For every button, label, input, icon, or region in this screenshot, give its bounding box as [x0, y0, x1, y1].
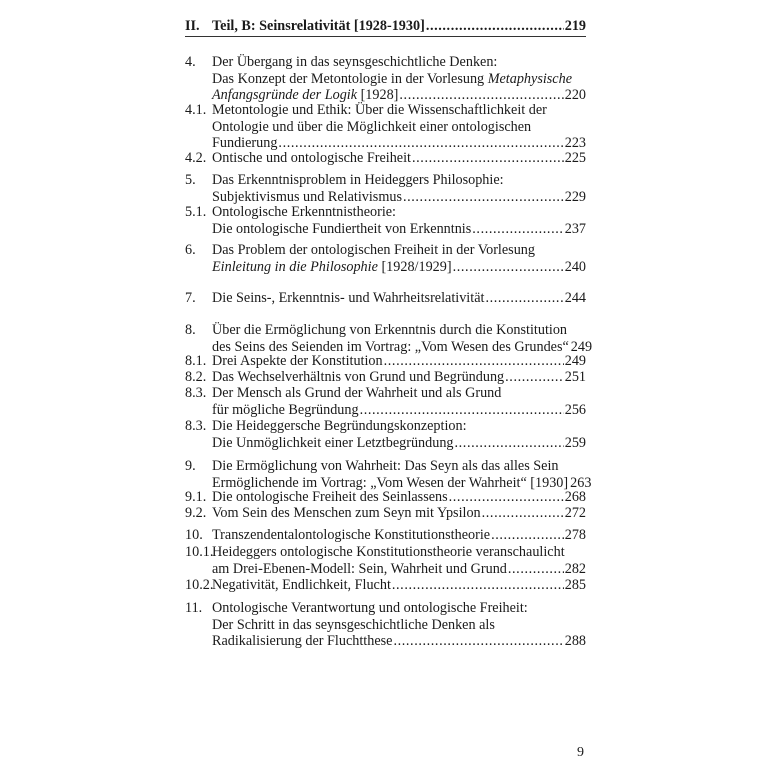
entry-title-line: Transzendentalontologische Konstitutionstheorie — [212, 527, 491, 543]
dot-leader — [449, 489, 564, 506]
entry-title-line: Die Heideggersche Begründungskonzeption: — [212, 418, 467, 434]
toc-entry — [185, 385, 586, 418]
entry-number: 5. — [185, 172, 196, 188]
entry-number: 7. — [185, 290, 196, 306]
entry-page: 272 — [564, 505, 586, 521]
dot-leader — [412, 150, 564, 167]
entry-title-line: Vom Sein des Menschen zum Seyn mit Ypsilon — [212, 505, 481, 521]
dot-leader — [360, 402, 564, 419]
heading-title: Teil, B: Seinsrelativität [1928-1930] — [212, 18, 425, 34]
entry-title-line: Heideggers ontologische Konstitutionstheorie veranschaulicht — [212, 544, 565, 560]
entry-number: 4.1. — [185, 102, 207, 118]
entry-title-line: Ontologische Verantwortung und ontologische Freiheit: — [212, 600, 528, 616]
toc-entry — [185, 150, 586, 167]
entry-title-line: am Drei-Ebenen-Modell: Sein, Wahrheit und Grund — [212, 560, 507, 577]
entry-page: 225 — [564, 150, 586, 166]
entry-number: 11. — [185, 600, 203, 616]
entry-page: 282 — [564, 560, 586, 577]
dot-leader — [426, 18, 564, 35]
heading-number: II. — [185, 18, 200, 34]
entry-title-line: Ermöglichende im Vortrag: „Vom Wesen der Wahrheit“ [1930] — [212, 474, 569, 491]
entry-title-line: Negativität, Endlichkeit, Flucht — [212, 577, 391, 593]
entry-page: 259 — [564, 434, 586, 451]
entry-title-line: Der Schritt in das seynsgeschichtliche Denken als — [212, 616, 495, 633]
entry-page: 251 — [564, 369, 586, 385]
toc-entry — [185, 600, 586, 650]
toc-entry — [185, 242, 586, 275]
entry-number: 10. — [185, 527, 203, 543]
entry-number: 4. — [185, 54, 196, 70]
page-number: 9 — [577, 745, 584, 760]
entry-page: 278 — [564, 527, 586, 543]
entry-page: 220 — [564, 87, 586, 103]
dot-leader — [453, 259, 564, 276]
entry-title-line: Drei Aspekte der Konstitution — [212, 353, 383, 369]
toc-entry — [185, 489, 586, 506]
toc-entry — [185, 204, 586, 237]
entry-number: 8.3. — [185, 385, 207, 401]
entry-title-line: Das Konzept der Metontologie in der Vorlesung Metaphysische — [212, 70, 572, 87]
dot-leader — [482, 505, 564, 522]
entry-title-line: Fundierung — [212, 135, 278, 151]
dot-leader — [384, 353, 564, 370]
entry-number: 5.1. — [185, 204, 207, 220]
dot-leader — [491, 527, 564, 544]
entry-title-line: Das Wechselverhältnis von Grund und Begründung — [212, 369, 505, 385]
entry-number: 10.2. — [185, 577, 214, 593]
entry-title-line: Einleitung in die Philosophie [1928/1929] — [212, 258, 452, 275]
entry-number: 8.2. — [185, 369, 207, 385]
entry-title-line: des Seins des Seienden im Vortrag: „Vom Wesen des Grundes“ — [212, 338, 569, 355]
entry-title-line: für mögliche Begründung — [212, 401, 359, 418]
entry-title-line: Radikalisierung der Fluchtthese — [212, 633, 393, 649]
entry-page: 229 — [564, 188, 586, 205]
toc-entry — [185, 527, 586, 544]
entry-title-line: Ontologische Erkenntnistheorie: — [212, 204, 397, 220]
dot-leader — [392, 577, 564, 594]
entry-page: 263 — [570, 474, 592, 491]
entry-page: 244 — [564, 290, 586, 306]
entry-number: 9.1. — [185, 489, 207, 505]
toc-entry — [185, 505, 586, 522]
dot-leader — [505, 369, 564, 386]
entry-title-line: Der Übergang in das seynsgeschichtliche Denken: — [212, 54, 498, 70]
entry-title-line: Das Erkenntnisproblem in Heideggers Philosophie: — [212, 172, 504, 188]
toc-entry — [185, 544, 586, 577]
toc-entry — [185, 54, 586, 104]
entry-page: 268 — [564, 489, 586, 505]
dot-leader — [508, 561, 564, 578]
entry-page: 249 — [564, 353, 586, 369]
entry-page: 237 — [564, 220, 586, 237]
dot-leader — [485, 290, 563, 307]
entry-title-line: Das Problem der ontologischen Freiheit in der Vorlesung — [212, 242, 535, 258]
entry-number: 4.2. — [185, 150, 207, 166]
toc-entry — [185, 172, 586, 205]
entry-title-line: Ontologie und über die Möglichkeit einer ontologischen — [212, 118, 532, 135]
entry-number: 9.2. — [185, 505, 207, 521]
entry-title-line: Die Seins-, Erkenntnis- und Wahrheitsrelativität — [212, 290, 485, 306]
toc-entry — [185, 322, 593, 355]
toc-entry — [185, 458, 592, 491]
dot-leader — [472, 221, 563, 238]
toc-entry — [185, 102, 586, 152]
entry-number: 8.3. — [185, 418, 207, 434]
entry-number: 10.1. — [185, 544, 214, 560]
dot-leader — [393, 633, 563, 650]
entry-title-line: Die Ermöglichung von Wahrheit: Das Seyn als das alles Sein — [212, 458, 559, 474]
entry-title-line: Die ontologische Freiheit des Seinlassens — [212, 489, 448, 505]
heading-page: 219 — [564, 18, 586, 34]
entry-number: 8. — [185, 322, 196, 338]
toc-entry — [185, 577, 586, 594]
entry-page: 249 — [570, 338, 593, 355]
entry-title-line: Subjektivismus und Relativismus — [212, 188, 402, 205]
toc-entry — [185, 418, 586, 451]
toc-entry — [185, 290, 586, 307]
entry-title-line: Die ontologische Fundiertheit von Erkenntnis — [212, 220, 472, 237]
dot-leader — [403, 189, 564, 206]
entry-title-line: Ontische und ontologische Freiheit — [212, 150, 411, 166]
dot-leader — [455, 435, 564, 452]
toc-heading — [185, 18, 586, 35]
entry-title-line: Die Unmöglichkeit einer Letztbegründung — [212, 434, 454, 451]
entry-number: 8.1. — [185, 353, 207, 369]
entry-title-line: Anfangsgründe der Logik [1928] — [212, 87, 399, 103]
entry-number: 6. — [185, 242, 196, 258]
entry-title-line: Der Mensch als Grund der Wahrheit und als Grund — [212, 385, 502, 401]
heading-rule — [185, 36, 586, 37]
entry-page: 240 — [564, 258, 586, 275]
toc-entry — [185, 353, 586, 370]
entry-page: 288 — [564, 633, 586, 649]
toc-entry — [185, 369, 586, 386]
entry-page: 223 — [564, 135, 586, 151]
entry-page: 256 — [564, 401, 586, 418]
entry-title-line: Metontologie und Ethik: Über die Wissenschaftlichkeit der — [212, 102, 547, 118]
entry-number: 9. — [185, 458, 196, 474]
entry-page: 285 — [564, 577, 586, 593]
entry-title-line: Über die Ermöglichung von Erkenntnis durch die Konstitution — [212, 322, 568, 338]
